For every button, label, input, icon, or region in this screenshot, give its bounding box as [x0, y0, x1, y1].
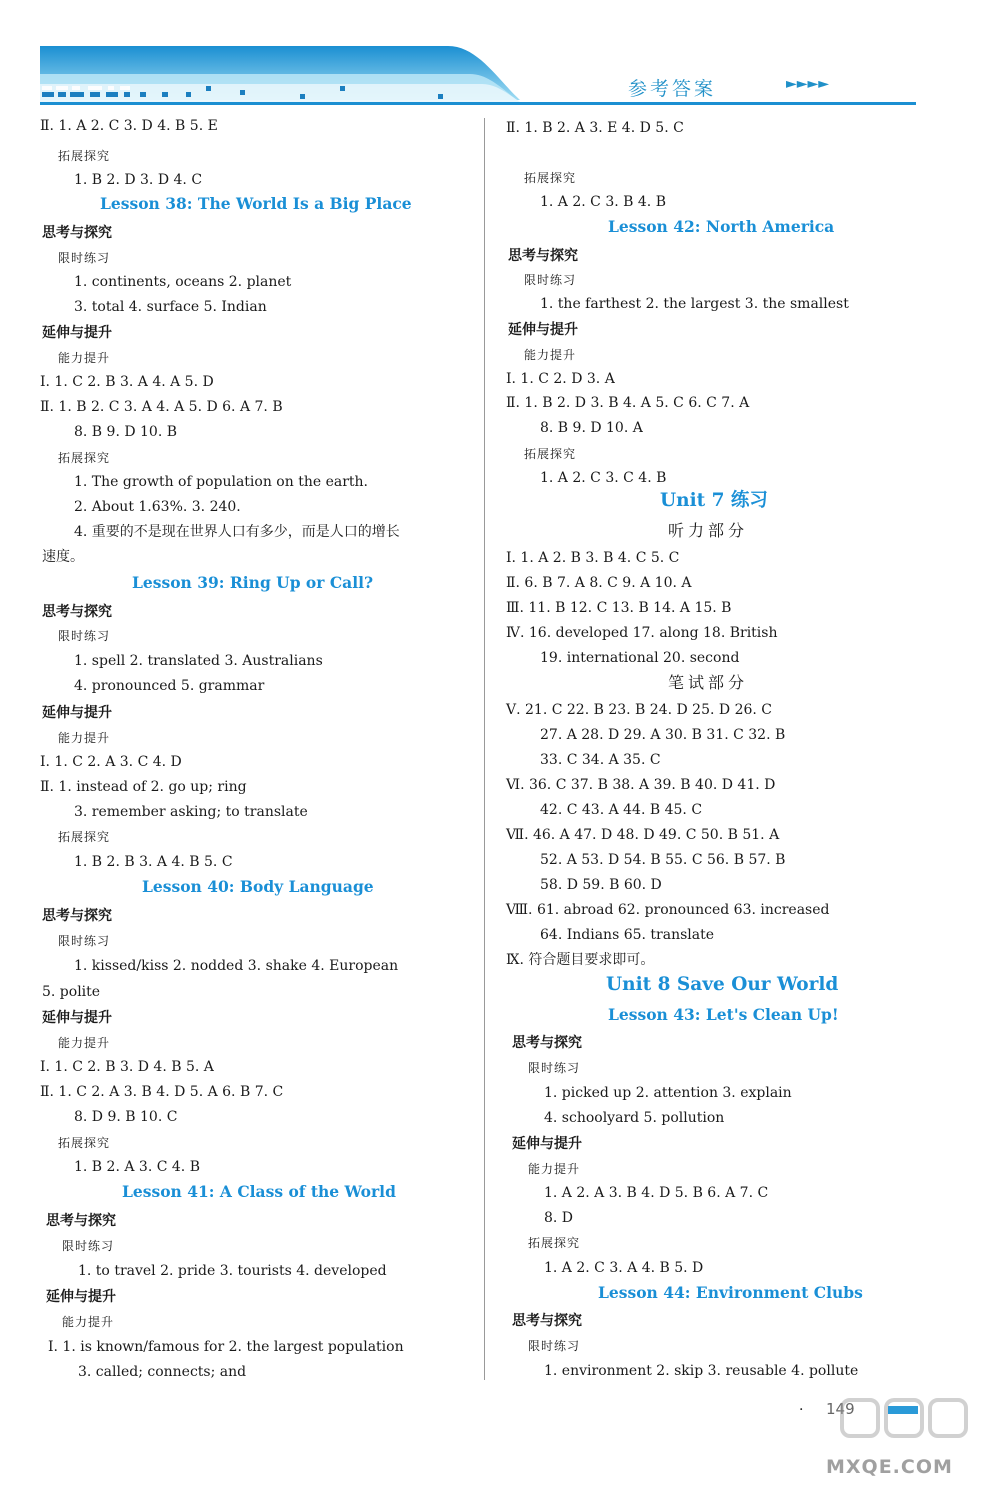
answer-line: Ⅱ. 1. B 2. C 3. A 4. A 5. D 6. A 7. B	[40, 399, 283, 415]
section-heading: 思考与探究	[42, 604, 112, 620]
answer-line: 1. B 2. B 3. A 4. B 5. C	[74, 854, 233, 870]
answer-line: 64. Indians 65. translate	[540, 927, 715, 943]
page-header	[0, 0, 1000, 112]
answer-line: Ⅴ. 21. C 22. B 23. B 24. D 25. D 26. C	[506, 702, 772, 718]
lesson-title: Lesson 43: Let's Clean Up!	[608, 1005, 839, 1024]
section-heading: 思考与探究	[512, 1035, 582, 1051]
subsection-label: 限时练习	[528, 1339, 581, 1353]
subsection-label: 能力提升	[58, 731, 111, 745]
answer-line: Ⅱ. 6. B 7. A 8. C 9. A 10. A	[506, 575, 692, 591]
answer-line: Ⅱ. 1. C 2. A 3. B 4. D 5. A 6. B 7. C	[40, 1084, 284, 1100]
subsection-label: 限时练习	[524, 273, 577, 287]
answer-line: Ⅲ. 11. B 12. C 13. B 14. A 15. B	[506, 600, 732, 616]
answer-line: 8. D 9. B 10. C	[74, 1109, 178, 1125]
subsection-label: 拓展探究	[524, 171, 577, 185]
answer-line: 4. 重要的不是现在世界人口有多少，而是人口的增长	[74, 524, 400, 540]
answer-line: 1. A 2. C 3. A 4. B 5. D	[544, 1260, 704, 1276]
unit-title: Unit 7 练习	[660, 490, 768, 511]
answer-line: Ⅱ. 1. B 2. A 3. E 4. D 5. C	[506, 120, 684, 136]
answer-line: 1. The growth of population on the earth.	[74, 474, 368, 490]
section-heading: 延伸与提升	[512, 1136, 582, 1152]
answer-line: Ⅰ. 1. C 2. A 3. C 4. D	[40, 754, 182, 770]
answer-line: Ⅳ. 16. developed 17. along 18. British	[506, 625, 778, 641]
column-divider	[484, 118, 485, 1380]
answer-line: Ⅰ. 1. A 2. B 3. B 4. C 5. C	[506, 550, 680, 566]
answer-line: Ⅱ. 1. A 2. C 3. D 4. B 5. E	[40, 118, 218, 134]
answer-line: 1. picked up 2. attention 3. explain	[544, 1085, 792, 1101]
section-heading: 思考与探究	[46, 1213, 116, 1229]
answer-line: 1. spell 2. translated 3. Australians	[74, 653, 323, 669]
subsection-label: 能力提升	[528, 1162, 581, 1176]
answer-line: 1. B 2. A 3. C 4. B	[74, 1159, 200, 1175]
subsection-label: 拓展探究	[58, 1136, 111, 1150]
answer-line: Ⅰ. 1. is known/famous for 2. the largest population	[48, 1339, 404, 1355]
subsection-label: 拓展探究	[58, 451, 111, 465]
answer-line: 3. called; connects; and	[78, 1364, 247, 1380]
answer-line: 1. the farthest 2. the largest 3. the smallest	[540, 296, 849, 312]
subsection-label: 限时练习	[58, 934, 111, 948]
header-banner-graphic	[0, 0, 1000, 112]
lesson-title: Lesson 42: North America	[608, 217, 835, 236]
lesson-title: Lesson 41: A Class of the World	[122, 1182, 396, 1201]
lesson-title: Lesson 39: Ring Up or Call?	[132, 573, 374, 592]
answer-line: 1. kissed/kiss 2. nodded 3. shake 4. European	[74, 958, 399, 974]
answer-line: 8. D	[544, 1210, 574, 1226]
answer-line: 27. A 28. D 29. A 30. B 31. C 32. B	[540, 727, 786, 743]
page-number: 149	[826, 1400, 855, 1418]
answer-line: Ⅷ. 61. abroad 62. pronounced 63. increased	[506, 902, 830, 918]
section-heading: 延伸与提升	[508, 322, 578, 338]
answer-line: 42. C 43. A 44. B 45. C	[540, 802, 703, 818]
answer-line: 5. polite	[42, 984, 101, 1000]
answer-line: 1. A 2. C 3. B 4. B	[540, 194, 666, 210]
section-heading: 思考与探究	[42, 225, 112, 241]
answer-line: 3. remember asking; to translate	[74, 804, 308, 820]
answer-line: 1. continents, oceans 2. planet	[74, 274, 292, 290]
answer-line: 52. A 53. D 54. B 55. C 56. B 57. B	[540, 852, 786, 868]
section-heading: 延伸与提升	[42, 705, 112, 721]
subsection-label: 限时练习	[528, 1061, 581, 1075]
header-arrows-icon: ►►►►	[786, 76, 830, 92]
answer-line: Ⅶ. 46. A 47. D 48. D 49. C 50. B 51. A	[506, 827, 780, 843]
subsection-label: 拓展探究	[528, 1236, 581, 1250]
part-heading: 听力部分	[668, 521, 749, 540]
answer-line: 1. B 2. D 3. D 4. C	[74, 172, 203, 188]
subsection-label: 能力提升	[62, 1315, 115, 1329]
section-heading: 思考与探究	[508, 248, 578, 264]
answer-line: 1. A 2. C 3. C 4. B	[540, 470, 667, 486]
answer-line: 33. C 34. A 35. C	[540, 752, 661, 768]
answer-line: Ⅱ. 1. B 2. D 3. B 4. A 5. C 6. C 7. A	[506, 395, 750, 411]
answer-line: 1. to travel 2. pride 3. tourists 4. developed	[78, 1263, 387, 1279]
answer-line: Ⅸ. 符合题目要求即可。	[506, 952, 655, 968]
answer-line: Ⅵ. 36. C 37. B 38. A 39. B 40. D 41. D	[506, 777, 776, 793]
section-heading: 思考与探究	[512, 1313, 582, 1329]
answer-line: 速度。	[42, 549, 84, 565]
answer-line: 58. D 59. B 60. D	[540, 877, 662, 893]
answer-line: 1. A 2. A 3. B 4. D 5. B 6. A 7. C	[544, 1185, 769, 1201]
answer-line: 4. schoolyard 5. pollution	[544, 1110, 725, 1126]
subsection-label: 拓展探究	[58, 830, 111, 844]
answer-line: 3. total 4. surface 5. Indian	[74, 299, 267, 315]
subsection-label: 能力提升	[524, 348, 577, 362]
subsection-label: 能力提升	[58, 1036, 111, 1050]
page-number-dot: ·	[799, 1402, 804, 1418]
section-heading: 延伸与提升	[42, 325, 112, 341]
answer-line: 2. About 1.63%. 3. 240.	[74, 499, 241, 515]
answer-line: 1. environment 2. skip 3. reusable 4. pollute	[544, 1363, 859, 1379]
section-heading: 思考与探究	[42, 908, 112, 924]
answer-line: Ⅰ. 1. C 2. D 3. A	[506, 371, 615, 387]
lesson-title: Lesson 44: Environment Clubs	[598, 1283, 863, 1302]
answer-line: Ⅰ. 1. C 2. B 3. D 4. B 5. A	[40, 1059, 214, 1075]
answer-line: 4. pronounced 5. grammar	[74, 678, 265, 694]
subsection-label: 拓展探究	[58, 149, 111, 163]
answer-line: Ⅰ. 1. C 2. B 3. A 4. A 5. D	[40, 374, 214, 390]
part-heading: 笔试部分	[668, 673, 749, 692]
watermark-text: MXQE.COM	[826, 1456, 953, 1478]
subsection-label: 拓展探究	[524, 447, 577, 461]
subsection-label: 限时练习	[58, 629, 111, 643]
lesson-title: Lesson 38: The World Is a Big Place	[100, 194, 412, 213]
answer-line: 19. international 20. second	[540, 650, 740, 666]
unit-title: Unit 8 Save Our World	[606, 974, 839, 995]
lesson-title: Lesson 40: Body Language	[142, 877, 374, 896]
section-heading: 延伸与提升	[42, 1010, 112, 1026]
subsection-label: 限时练习	[58, 251, 111, 265]
answer-line: Ⅱ. 1. instead of 2. go up; ring	[40, 779, 247, 795]
header-title: 参考答案	[628, 78, 717, 100]
subsection-label: 能力提升	[58, 351, 111, 365]
subsection-label: 限时练习	[62, 1239, 115, 1253]
answer-line: 8. B 9. D 10. A	[540, 420, 643, 436]
answer-line: 8. B 9. D 10. B	[74, 424, 178, 440]
section-heading: 延伸与提升	[46, 1289, 116, 1305]
